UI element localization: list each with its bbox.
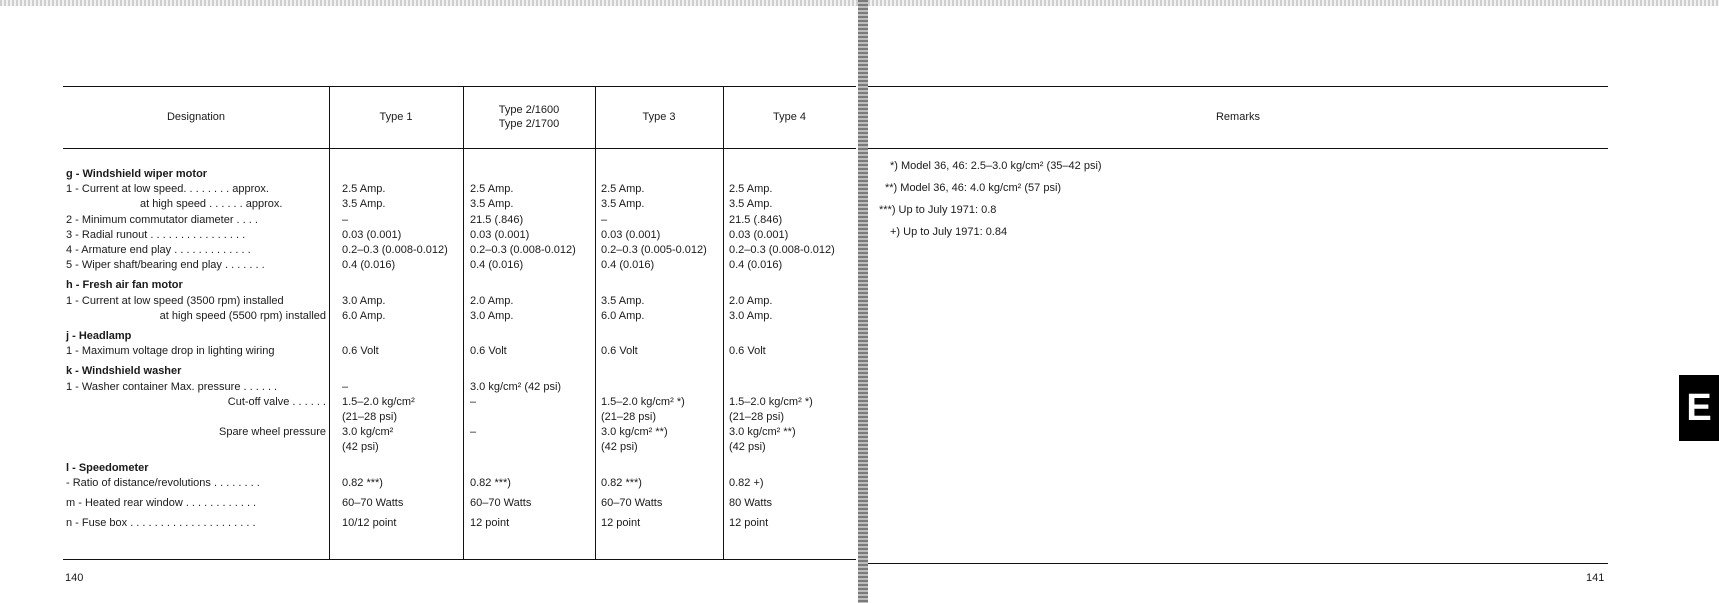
row-value-type-2: – bbox=[470, 426, 477, 439]
remarks-header-rule bbox=[868, 148, 1608, 149]
row-value-type-3: 1.5–2.0 kg/cm² *) bbox=[601, 395, 685, 408]
header-type-3: Type 3 bbox=[642, 111, 676, 123]
book-spine bbox=[858, 0, 868, 603]
row-value-type-3: 3.0 kg/cm² **) bbox=[601, 426, 668, 439]
row-value-type-4: 21.5 (.846) bbox=[729, 213, 783, 226]
row-value-type-3: 12 point bbox=[601, 517, 641, 530]
row-designation: at high speed . . . . . . approx. bbox=[140, 198, 283, 211]
row-value-type-4: 3.5 Amp. bbox=[729, 198, 773, 211]
row-value-type-3: 0.6 Volt bbox=[601, 345, 638, 358]
row-designation: Spare wheel pressure bbox=[218, 426, 326, 439]
row-value-type-1: – bbox=[342, 380, 349, 393]
row-designation: n - Fuse box . . . . . . . . . . . . . . . . . . . . . bbox=[66, 517, 256, 530]
row-value-type-3: 60–70 Watts bbox=[601, 497, 663, 509]
row-value-type-1: (21–28 psi) bbox=[342, 411, 398, 423]
row-value-type-2: 0.82 ***) bbox=[470, 476, 511, 489]
row-value-type-1: (42 psi) bbox=[342, 441, 379, 454]
row-designation: 2 - Minimum commutator diameter . . . . bbox=[66, 213, 258, 226]
row-value-type-4: 0.6 Volt bbox=[729, 345, 766, 358]
column-rule bbox=[723, 87, 724, 559]
row-value-type-1: 0.03 (0.001) bbox=[342, 228, 402, 241]
row-designation: g - Windshield wiper motor bbox=[66, 168, 208, 180]
header-type-2-1600: Type 2/1600 bbox=[498, 104, 560, 116]
row-value-type-3: 0.03 (0.001) bbox=[601, 228, 661, 241]
row-value-type-1: 10/12 point bbox=[342, 517, 397, 530]
remark-2: **) Model 36, 46: 4.0 kg/cm² (57 psi) bbox=[885, 182, 1062, 194]
row-designation: j - Headlamp bbox=[66, 330, 132, 342]
page-number-left: 140 bbox=[65, 572, 84, 584]
row-value-type-3: 0.2–0.3 (0.005-0.012) bbox=[601, 244, 707, 256]
row-value-type-4: 2.5 Amp. bbox=[729, 183, 773, 196]
row-value-type-1: 0.82 ***) bbox=[342, 476, 383, 489]
row-value-type-3: 2.5 Amp. bbox=[601, 183, 645, 196]
row-value-type-2: 21.5 (.846) bbox=[470, 213, 524, 226]
row-value-type-1: 0.4 (0.016) bbox=[342, 259, 396, 272]
row-value-type-2: 12 point bbox=[470, 517, 510, 530]
row-value-type-2: 3.5 Amp. bbox=[470, 198, 514, 211]
row-value-type-3: 3.5 Amp. bbox=[601, 198, 645, 211]
row-value-type-2: 0.2–0.3 (0.008-0.012) bbox=[470, 244, 576, 256]
row-value-type-4: 0.4 (0.016) bbox=[729, 259, 783, 272]
row-value-type-3: (42 psi) bbox=[601, 441, 638, 454]
header-type-1: Type 1 bbox=[379, 111, 413, 123]
remark-3: ***) Up to July 1971: 0.8 bbox=[879, 204, 997, 216]
row-designation: Cut-off valve . . . . . . bbox=[227, 395, 326, 408]
table-header-rule bbox=[63, 148, 856, 149]
right-page bbox=[868, 0, 1719, 603]
row-value-type-2: 3.0 kg/cm² (42 psi) bbox=[470, 380, 562, 393]
row-value-type-2: – bbox=[470, 395, 477, 408]
row-designation: 3 - Radial runout . . . . . . . . . . . . . . . . bbox=[66, 228, 246, 241]
row-value-type-1: 6.0 Amp. bbox=[342, 309, 386, 322]
row-value-type-2: 3.0 Amp. bbox=[470, 309, 514, 322]
row-value-type-4: 0.2–0.3 (0.008-0.012) bbox=[729, 244, 835, 256]
row-value-type-4: 3.0 Amp. bbox=[729, 309, 773, 322]
row-designation: 4 - Armature end play . . . . . . . . . . . . . bbox=[66, 244, 251, 256]
row-value-type-1: – bbox=[342, 213, 349, 226]
row-value-type-4: 80 Watts bbox=[729, 497, 772, 509]
remark-4: +) Up to July 1971: 0.84 bbox=[890, 226, 1008, 238]
row-value-type-2: 0.4 (0.016) bbox=[470, 259, 524, 272]
row-value-type-1: 3.5 Amp. bbox=[342, 198, 386, 211]
header-type-2 bbox=[463, 86, 595, 148]
row-value-type-3: – bbox=[601, 213, 608, 226]
row-value-type-1: 0.6 Volt bbox=[342, 345, 379, 358]
row-value-type-1: 0.2–0.3 (0.008-0.012) bbox=[342, 244, 448, 256]
remark-1: *) Model 36, 46: 2.5–3.0 kg/cm² (35–42 psi) bbox=[890, 160, 1102, 172]
row-designation: at high speed (5500 rpm) installed bbox=[159, 309, 326, 322]
row-designation: 1 - Current at low speed (3500 rpm) installed bbox=[66, 294, 284, 307]
header-designation: Designation bbox=[166, 111, 226, 123]
row-designation: h - Fresh air fan motor bbox=[66, 279, 183, 292]
column-rule bbox=[329, 87, 330, 559]
row-value-type-4: 1.5–2.0 kg/cm² *) bbox=[729, 395, 813, 408]
row-value-type-1: 3.0 kg/cm² bbox=[342, 426, 394, 439]
row-value-type-3: 0.82 ***) bbox=[601, 476, 642, 489]
page-number-right: 141 bbox=[1586, 572, 1605, 584]
row-designation: 1 - Maximum voltage drop in lighting wiring bbox=[66, 345, 275, 358]
row-value-type-1: 1.5–2.0 kg/cm² bbox=[342, 395, 415, 408]
column-rule bbox=[463, 87, 464, 559]
row-designation: 5 - Wiper shaft/bearing end play . . . . . . . bbox=[66, 259, 265, 272]
row-value-type-1: 3.0 Amp. bbox=[342, 294, 386, 307]
row-value-type-3: 3.5 Amp. bbox=[601, 294, 645, 307]
row-designation: k - Windshield washer bbox=[66, 365, 182, 378]
remarks-table bbox=[868, 86, 1608, 564]
row-value-type-2: 2.0 Amp. bbox=[470, 294, 514, 307]
column-rule bbox=[595, 87, 596, 559]
row-value-type-4: (42 psi) bbox=[729, 441, 766, 454]
row-value-type-4: (21–28 psi) bbox=[729, 411, 785, 423]
row-value-type-2: 0.03 (0.001) bbox=[470, 228, 530, 241]
left-page bbox=[0, 0, 858, 603]
row-value-type-2: 2.5 Amp. bbox=[470, 183, 514, 196]
row-value-type-3: 6.0 Amp. bbox=[601, 309, 645, 322]
row-value-type-4: 0.82 +) bbox=[729, 476, 764, 489]
row-value-type-2: 60–70 Watts bbox=[470, 497, 532, 509]
section-tab-e: E bbox=[1679, 375, 1719, 441]
row-value-type-4: 0.03 (0.001) bbox=[729, 228, 789, 241]
header-remarks: Remarks bbox=[1215, 111, 1260, 123]
row-value-type-3: 0.4 (0.016) bbox=[601, 259, 655, 272]
row-value-type-1: 60–70 Watts bbox=[342, 497, 404, 509]
row-value-type-4: 2.0 Amp. bbox=[729, 294, 773, 307]
row-designation: 1 - Current at low speed. . . . . . . . approx. bbox=[66, 183, 269, 196]
header-type-4: Type 4 bbox=[772, 111, 807, 123]
row-designation: l - Speedometer bbox=[66, 461, 149, 474]
row-value-type-2: 0.6 Volt bbox=[470, 345, 507, 358]
row-value-type-3: (21–28 psi) bbox=[601, 411, 657, 423]
row-value-type-1: 2.5 Amp. bbox=[342, 183, 386, 196]
row-designation: - Ratio of distance/revolutions . . . . . . . . bbox=[66, 476, 260, 489]
row-value-type-4: 12 point bbox=[729, 517, 769, 530]
row-value-type-4: 3.0 kg/cm² **) bbox=[729, 426, 796, 439]
row-designation: 1 - Washer container Max. pressure . . . . . . bbox=[66, 380, 278, 393]
header-type-2-1700: Type 2/1700 bbox=[498, 118, 560, 130]
row-designation: m - Heated rear window . . . . . . . . . . . . bbox=[66, 497, 257, 509]
